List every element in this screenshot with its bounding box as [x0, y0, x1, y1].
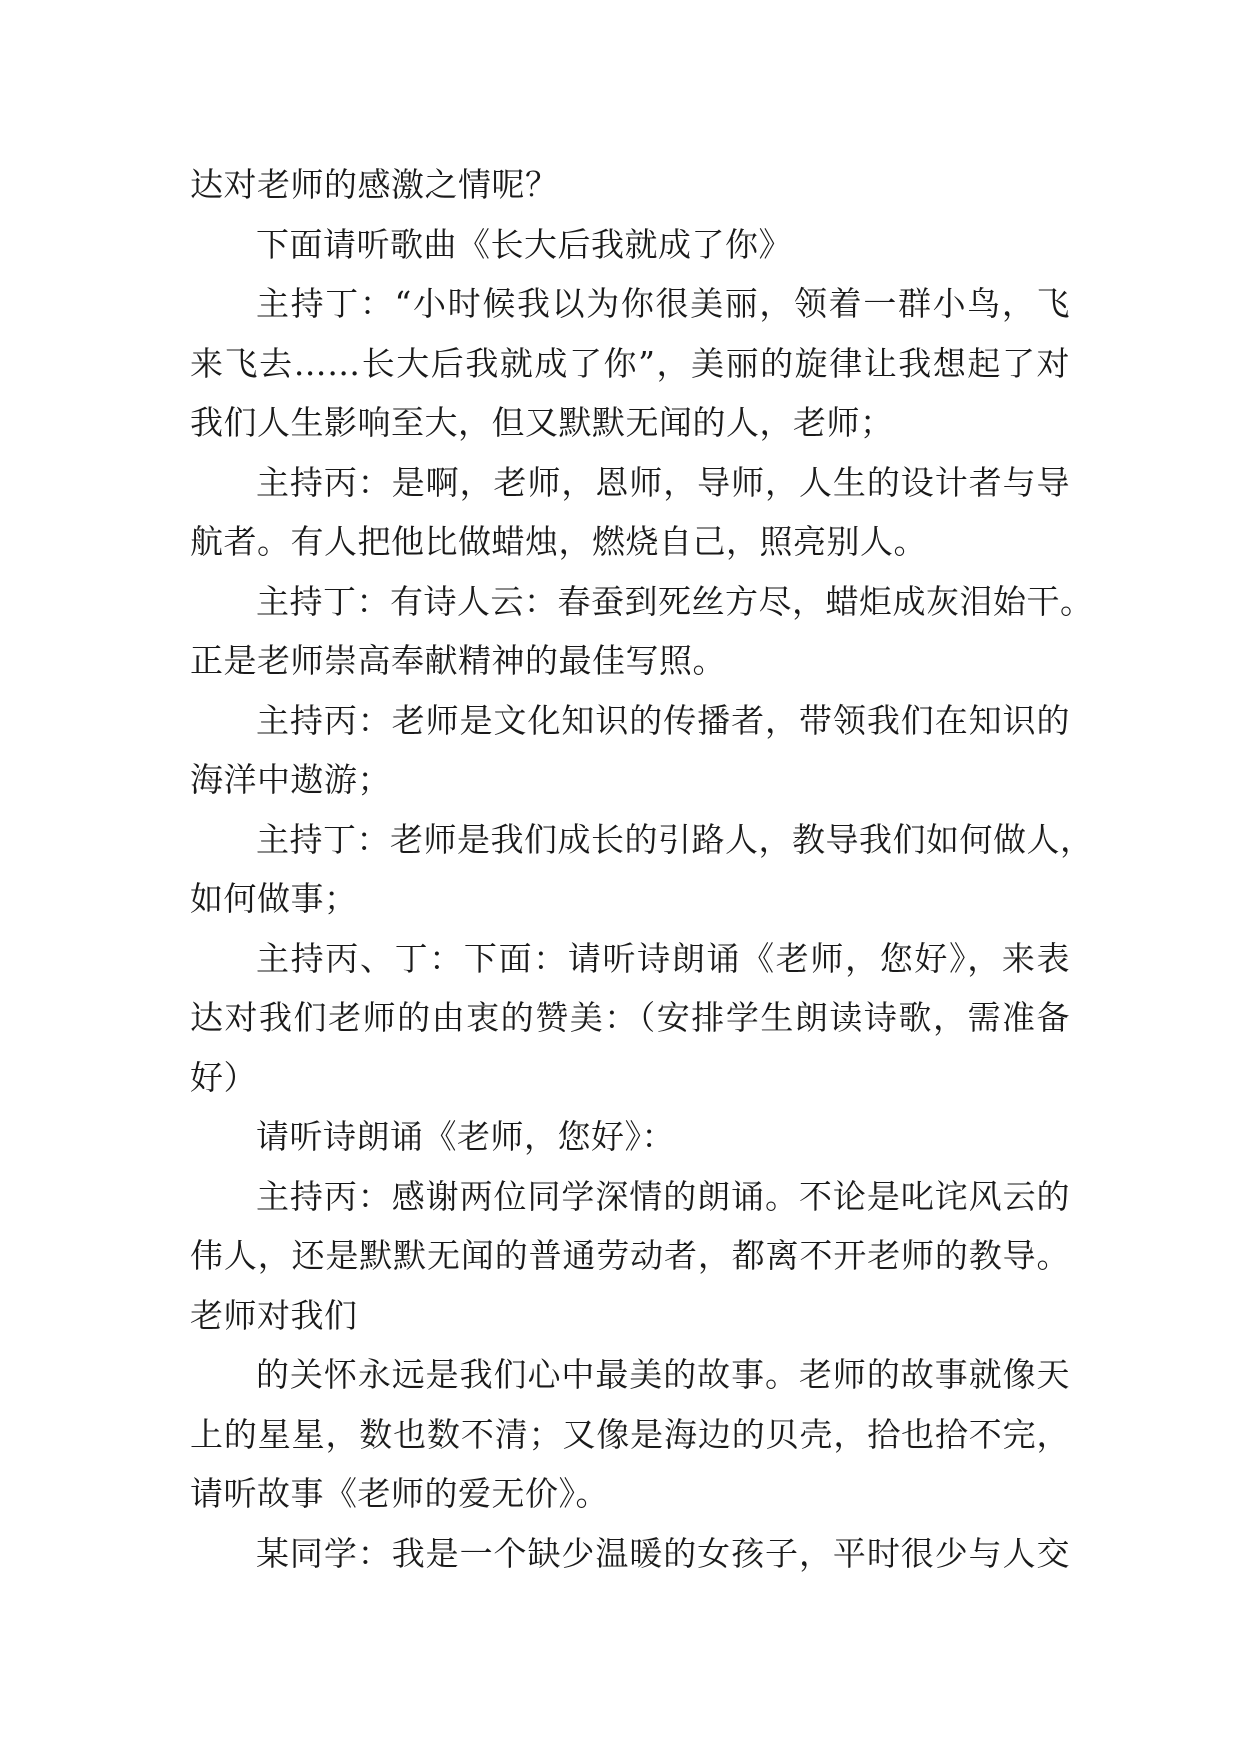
text-line: 下面请听歌曲《长大后我就成了你》: [256, 224, 792, 264]
text-line: 请听故事《老师的爱无价》。: [190, 1474, 609, 1513]
text-line: 好）: [190, 1057, 257, 1097]
text-line: 达对老师的感激之情呢？: [190, 165, 559, 204]
text-line: 某同学：我是一个缺少温暖的女孩子，平时很少与人交: [256, 1533, 1070, 1573]
text-line: 伟人，还是默默无闻的普通劳动者，都离不开老师的教导。: [190, 1236, 1070, 1275]
text-line: 海洋中遨游；: [190, 760, 391, 799]
document-body: [190, 155, 1094, 1583]
text-line: 主持丙、丁：下面：请听诗朗诵《老师，您好》，来表: [256, 938, 1070, 978]
text-line: 主持丁：“小时候我以为你很美丽，领着一群小鸟，飞: [256, 284, 1070, 323]
text-line: 主持丁：有诗人云：春蚕到死丝方尽，蜡炬成灰泪始干。: [256, 581, 1094, 621]
text-line: 的关怀永远是我们心中最美的故事。老师的故事就像天: [256, 1355, 1070, 1394]
text-line: 主持丁：老师是我们成长的引路人，教导我们如何做人，: [256, 819, 1094, 859]
text-line: 来飞去……长大后我就成了你”，美丽的旋律让我想起了对: [190, 343, 1070, 383]
text-line: 请听诗朗诵《老师，您好》：: [256, 1117, 675, 1156]
text-line: 主持丙：感谢两位同学深情的朗诵。不论是叱诧风云的: [256, 1176, 1070, 1216]
text-line: 老师对我们: [190, 1295, 358, 1335]
text-line: 航者。有人把他比做蜡烛，燃烧自己，照亮别人。: [190, 522, 927, 561]
text-line: 达对我们老师的由衷的赞美：（安排学生朗读诗歌，需准备: [190, 998, 1070, 1037]
text-line: 主持丙：老师是文化知识的传播者，带领我们在知识的: [256, 700, 1070, 740]
text-line: 如何做事；: [190, 879, 358, 918]
text-line: 主持丙：是啊，老师，恩师，导师，人生的设计者与导: [256, 462, 1070, 502]
text-line: 正是老师崇高奉献精神的最佳写照。: [190, 641, 726, 680]
text-line: 上的星星，数也数不清；又像是海边的贝壳，拾也拾不完，: [190, 1414, 1070, 1454]
text-line: 我们人生影响至大，但又默默无闻的人，老师；: [190, 403, 894, 442]
